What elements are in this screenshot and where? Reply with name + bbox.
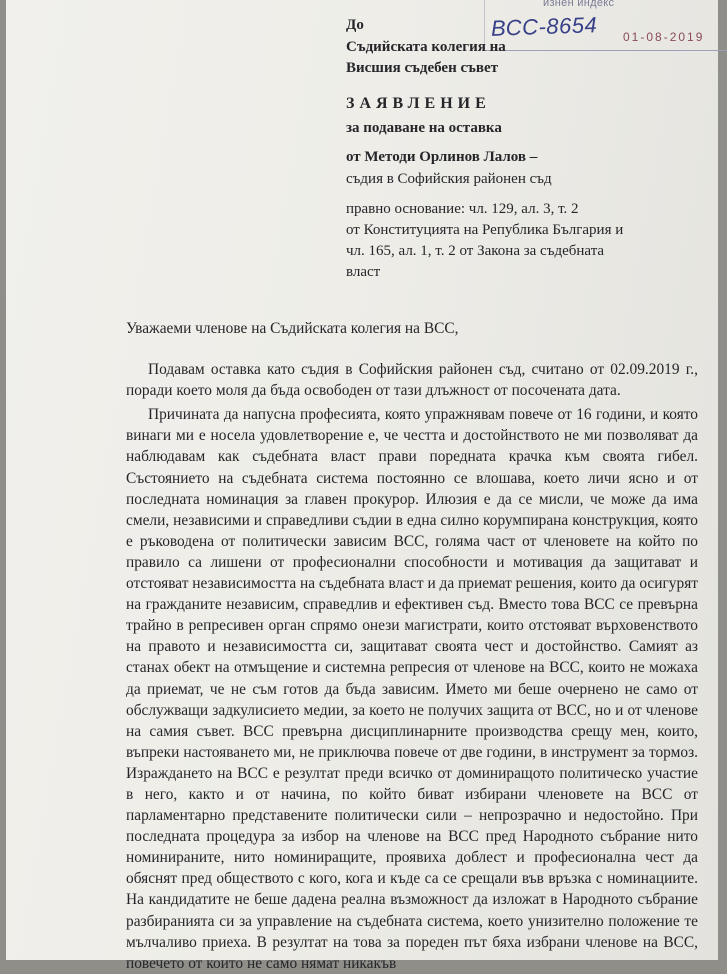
document-page [6,0,718,972]
stamp-caption: изнен индекс [543,0,615,9]
document-title: ЗАЯВЛЕНИЕ [346,95,491,112]
document-subtitle: за подаване на оставка [346,120,502,136]
applicant-name: от Методи Орлинов Лалов – [346,149,538,165]
stamp-date: 01-08-2019 [623,30,705,44]
legal-basis-line-1: правно основание: чл. 129, ал. 3, т. 2 [346,201,579,217]
paragraph-resignation: Подавам оставка като съдия в Софийския районен съд, считано от 02.09.2019 г., поради което моля да бъда освободен от тази длъжност от посочената дата. [126,361,698,400]
applicant-position: съдия в Софийския районен съд [346,171,552,187]
salutation: Уважаеми членове на Съдийската колегия на ВСС, [126,320,459,337]
legal-basis-line-3: чл. 165, ал. 1, т. 2 от Закона за съдебната [346,243,605,259]
letter-body [126,318,698,974]
registration-stamp [484,0,727,51]
addressee-to: До [346,17,364,33]
legal-basis-line-4: власт [346,264,381,280]
legal-basis-line-2: от Конституцията на Република България и [346,222,624,238]
addressee-line-2: Висшия съдебен съвет [346,60,499,76]
addressee-line-1: Съдийската колегия на [346,39,506,55]
stamp-registration-number: ВСС-8654 [490,12,598,41]
paragraph-reasons: Причината да напусна професията, която упражнявам повече от 16 години, и която винаги ми е носела удовлетворение е, че честта и достойнството не ми позволяват да наблюдавам как съдебната власт прави поредната крачка към своята гибел. Състоянието на съдебната система постоянно се влошава, което личи ясно и от последната номинация за главен прокурор. Илюзия е да се мисли, че може да има смели, независими и справедливи съдии в една силно корумпирана конструкция, която е ръководена от политически зависим ВСС, голяма част от членовете на който по правило са лишени от професионални способности и мотивация да защитават и отстояват независимостта на съдебната власт и да приемат решения, които да осигурят на гражданите независим, справедлив и ефективен съд. Вместо това ВСС се превърна трайно в репресивен орган спрямо онези магистрати, които отстояват върховенството на правото и независимостта си, защитават своята чест и достойнство. Самият аз станах обект на отмъщение и системна репресия от членове на ВСС, които не можаха да приемат, че не съм готов да бъда зависим. Името ми беше очернено не само от обслужващи задкулисието медии, за което не получих защита от ВСС, но и от членове на самия съвет. ВСС превърна дисциплинарните производства срещу мен, които, въпреки настояването ми, не приключва повече от две години, в инструмент за тормоз. Израждането на ВСС е резултат преди всичко от доминиращото политическо участие в него, както и от начина, по който биват избирани членовете на ВСС от парламентарно представените политически сили – непрозрачно и недостойно. При последната процедура за избор на членове на ВСС пред Народното събрание нито номинираните, нито номиниращите, проявиха доблест и професионална чест да обяснят пред обществото с кого, кога и къде са се срещали във връзка с номинациите. На кандидатите не беше дадена реална възможност да изложат в Народното събрание разбиранията си за управление на съдебната система, което унизително положение те мълчаливо приеха. В резултат на това за пореден път бяха избрани членове на ВСС, повечето от които не само нямат никакъв [126,406,698,972]
